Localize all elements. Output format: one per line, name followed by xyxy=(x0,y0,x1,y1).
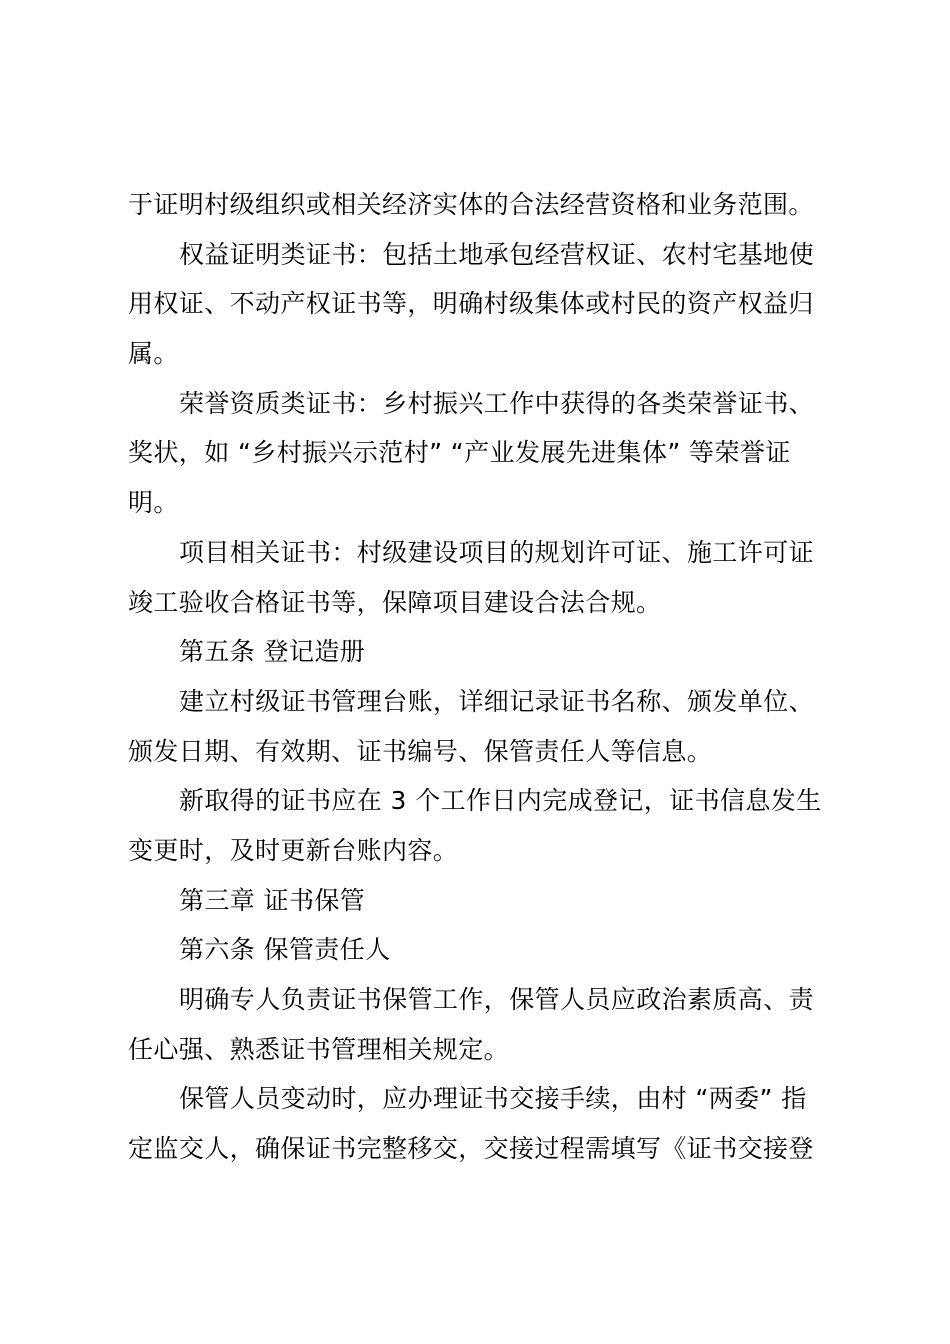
document-body xyxy=(128,180,834,1174)
text-line: 奖状，如 “乡村振兴示范村” “产业发展先进集体” 等荣誉证 xyxy=(128,438,791,468)
text-line: 明。 xyxy=(128,488,179,518)
text-line: 竣工验收合格证书等，保障项目建设合法合规。 xyxy=(128,587,662,617)
text-line: 定监交人，确保证书完整移交，交接过程需填写《证书交接登 xyxy=(128,1134,814,1164)
section-heading: 第六条 保管责任人 xyxy=(179,935,391,965)
text-line: 荣誉资质类证书：乡村振兴工作中获得的各类荣誉证书、 xyxy=(179,388,815,418)
section-heading: 第五条 登记造册 xyxy=(179,637,366,667)
text-line: 建立村级证书管理台账，详细记录证书名称、颁发单位、 xyxy=(179,686,815,716)
text-line: 用权证、不动产权证书等，明确村级集体或村民的资产权益归 xyxy=(128,289,814,319)
text-line: 保管人员变动时，应办理证书交接手续，由村 “两委” 指 xyxy=(179,1084,807,1114)
chapter-heading: 第三章 证书保管 xyxy=(179,885,366,915)
text-line: 于证明村级组织或相关经济实体的合法经营资格和业务范围。 xyxy=(128,190,814,219)
text-line: 新取得的证书应在 3 个工作日内完成登记，证书信息发生 xyxy=(179,786,822,816)
text-line: 项目相关证书：村级建设项目的规划许可证、施工许可证 xyxy=(179,537,815,567)
text-line: 颁发日期、有效期、证书编号、保管责任人等信息。 xyxy=(128,736,713,766)
text-line: 属。 xyxy=(128,339,179,369)
text-line: 任心强、熟悉证书管理相关规定。 xyxy=(128,1034,510,1064)
text-line: 权益证明类证书：包括土地承包经营权证、农村宅基地使 xyxy=(179,239,815,269)
text-line: 变更时，及时更新台账内容。 xyxy=(128,835,459,865)
text-line: 明确专人负责证书保管工作，保管人员应政治素质高、责 xyxy=(179,985,815,1014)
